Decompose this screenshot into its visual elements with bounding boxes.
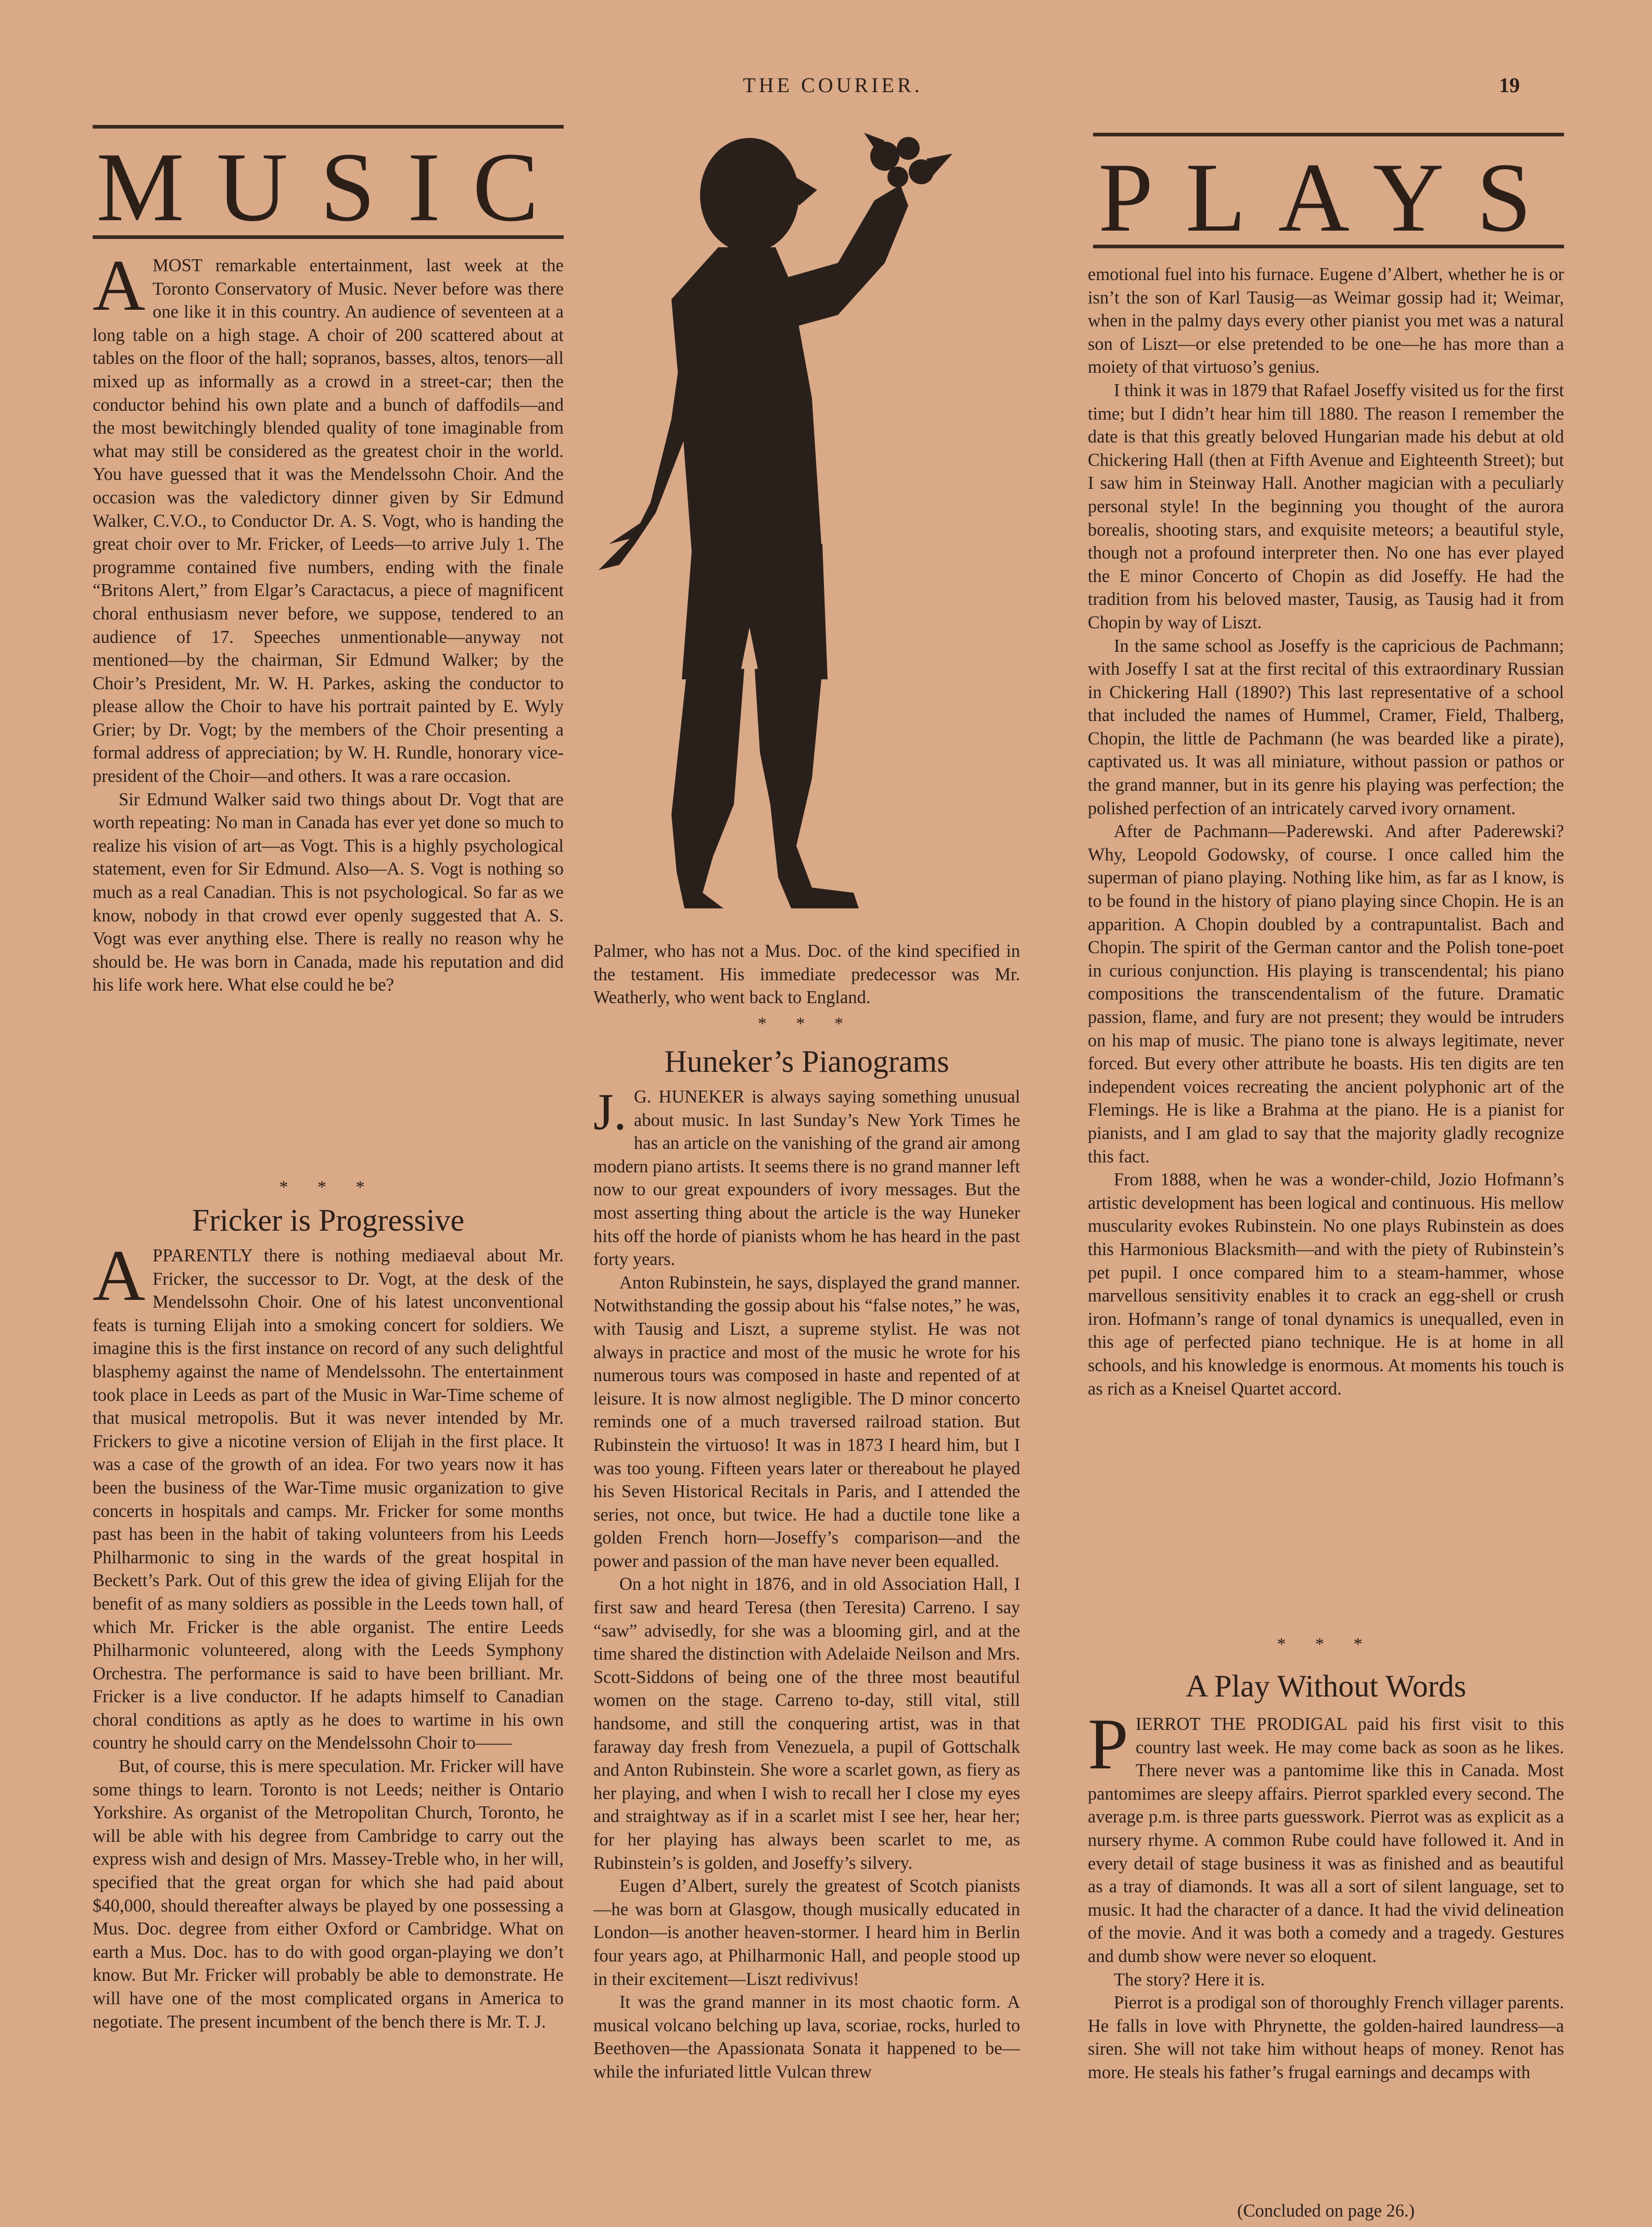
huneker-dropcap: J. [593,1085,627,1141]
plays-paragraph: emotional fuel into his furnace. Eugene d’Albert, whether he is or isn’t the son of Karl Tausig—as Weimar gossip had it; Weimar, when in the palmy days every other pianist you met was a natural son of Liszt—or else pretended to be one—he has more than a moiety of that virtuoso’s genius. [1088,264,1564,377]
fricker-paragraph: PPARENTLY there is nothing mediaeval about Mr. Fricker, the successor to Dr. Vogt, at the desk of the Mendelssohn Choir. One of his latest unconventional feats is turning Elijah into a smoking concert for soldiers. We imagine this is the first instance on record of any such delightful blasphemy against the name of Mendelssohn. The entertainment took place in Leeds as part of the Music in War-Time scheme of that musical metropolis. But it was never intended by Mr. Frickers to give a nicotine version of Elijah in the first place. It was a case of the growth of an idea. For two years now it has been the business of the War-Time music organization to give concerts in hospitals and camps. Mr. Fricker for some months past has been in the habit of taking volunteers from his Leeds Philharmonic to sing in the wards of the great hospital in Beckett’s Park. Out of this grew the idea of giving Elijah for the benefit of as many soldiers as possible in the Leeds town hall, of which Mr. Fricker is the able organist. The entire Leeds Philharmonic volunteered, along with the Leeds Symphony Orchestra. The performance is said to have been brilliant. Mr. Fricker is a live conductor. If he adapts himself to Canadian choral conditions as aptly as he does to wartime in his own country he should carry on the Mendelssohn Choir to—— [93,1246,564,1753]
plays-paragraph: I think it was in 1879 that Rafael Joseffy visited us for the first time; but I didn’t hear him till 1880. The reason I remember the date is that this greatly beloved Hungarian made his debut at old Chickering Hall (then at Fifth Avenue and Eighteenth Street); but I saw him in Steinway Hall. Another magician with a peculiarly personal style! In the beginning you thought of the aurora borealis, shooting stars, and exquisite meteors; a beautiful style, though not a profound interpreter then. No one has ever played the E minor Concerto of Chopin as did Joseffy. He had the tradition from his beloved master, Tausig, as Tausig had it from Chopin by way of Liszt. [1088,380,1564,632]
huneker-paragraph: Anton Rubinstein, he says, displayed the grand manner. Notwithstanding the gossip about his “false notes,” he was, with Tausig and Liszt, a supreme stylist. He was not always in practice and most of the music he wrote for his numerous tours was composed in haste and repented of at leisure. It is now almost negligible. The D minor concerto reminds one of a much traversed railroad station. But Rubinstein the virtuoso! It was in 1873 I heard him, but I was too young. Fifteen years later or thereabout he played his Seven Historical Recitals in Paris, and I attended the series, not once, but twice. He had a ductile tone like a golden French horn—Joseffy’s comparison—and the power and passion of the man have never been equalled. [593,1272,1020,1571]
huneker-paragraph: G. HUNEKER is always saying something unusual about music. In last Sunday’s New York Times he has an article on the vanishing of the grand air among modern piano artists. It seems there is no grand manner left now to our great expounders of ivory messages. But the most asserting thing about the article is the way Huneker hits off the horde of pianists whom he has heard in the past forty years. [593,1087,1020,1270]
fricker-heading: Fricker is Progressive [192,1203,465,1237]
fricker-paragraph: But, of course, this is mere speculation. Mr. Fricker will have some things to learn. Toronto is not Leeds; neither is Ontario Yorkshire. As organist of the Metropolitan Church, Toronto, he will be able with his degree from Cambridge to carry out the express wish and design of Mrs. Massey-Treble who, in her will, specified that the great organ for which she had paid about $40,000, should thereafter always be played by one possessing a Mus. Doc. degree from either Oxford or Cambridge. What on earth a Mus. Doc. has to do with good organ-playing we don’t know. But Mr. Fricker will probably be able to demonstrate. He will have one of the most complicated organs in America to negotiate. The present incumbent of the bench there is Mr. T. J. [93,1756,564,2032]
page-number: 19 [1499,73,1520,97]
plays-paragraph: From 1888, when he was a wonder-child, Jozio Hofmann’s artistic development has been logical and continuous. His mellow muscularity evokes Rubinstein. No one plays Rubinstein as does this Harmonious Blacksmith—and with the piety of Rubinstein’s pet pupil. I once compared him to a steam-hammer, whose marvellous sensitivity enables it to crack an egg-shell or crush iron. Hofmann’s range of tonal dynamics is unequalled, even in this age of perfected piano technique. He is at home in all schools, and his knowledge is enormous. At moments his touch is as rich as a Kneisel Quartet accord. [1088,1170,1564,1399]
huneker-paragraph: Eugen d’Albert, surely the greatest of Scotch pianists—he was born at Glasgow, though musically educated in London—is another heaven-stormer. I heard him in Berlin four years ago, at Philharmonic Hall, and people stood up in their excitement—Liszt redivivus! [593,1876,1020,1989]
silhouette-figure-with-flowers-icon [593,128,1020,940]
play-without-words-heading: A Play Without Words [1186,1669,1466,1703]
fricker-article [93,1244,564,2223]
fricker-continued [593,940,1020,1013]
music-heading-top-rule [93,125,564,129]
music-dropcap: A [93,254,146,326]
huneker-paragraph: It was the grand manner in its most chaotic form. A musical volcano belching up lava, scoriae, rocks, hurled to Beethoven—the Apassionata Sonata it happened to be—while the infuriated little Vulcan threw [593,1992,1020,2082]
plays-article [1088,263,1564,1627]
huneker-heading: Huneker’s Pianograms [664,1044,949,1079]
music-paragraph: Sir Edmund Walker said two things about Dr. Vogt that are worth repeating: No man in Canada has ever yet done so much to realize his vision of art—as Vogt. This is a highly psychological statement, even for Sir Edmund. Also—A. S. Vogt is nothing so much as a real Canadian. This is not psychological. So far as we know, nobody in that crowd ever openly suggested that A. S. Vogt was ever anything else. There is really no reason why he should be. He was born in Canada, made his reputation and did his life work here. What else could he be? [93,789,564,995]
plays-paragraph: After de Pachmann—Paderewski. And after Paderewski? Why, Leopold Godowsky, of course. I once called him the superman of piano playing. Nothing like him, as far as I know, is to be found in the history of piano playing since Chopin. He is an apparition. A Chopin doubled by a contrapuntalist. Bach and Chopin. The spirit of the German cantor and the Polish tone-poet in curious conjunction. His playing is transcendental; his piano compositions the transcendentalism of the future. Dramatic passion, flame, and fury are not present; they would be intruders on his map of music. The piano tone is always legitimate, never forced. But every other attribute he boasts. His ten digits are ten independent voices recreating the ancient polyphonic art of the Flemings. He is like a Brahma at the piano. He is a pianist for pianists, and I am glad to say that the majority gladly recognize this fact. [1088,821,1564,1167]
pierrot-paragraph: The story? Here it is. [1114,1969,1265,1990]
pierrot-dropcap: P [1088,1713,1128,1785]
separator-stars: * * * [1277,1635,1375,1654]
play-without-words-article [1088,1713,1564,2199]
separator-stars: * * * [279,1178,377,1197]
continued-note: (Concluded on page 26.) [1237,2201,1415,2221]
pierrot-paragraph: IERROT THE PRODIGAL paid his first visit to this country last week. He may come back as soon as he likes. There never was a pantomime like this in Canada. Most pantomimes are sleepy affairs. Pierrot sparkled every second. The average p.m. is three parts guesswork. Pierrot was as explicit as a nursery rhyme. A common Rube could have followed it. And in every detail of stage business it was as finished and as beautiful as a tray of diamonds. It was all a sort of silent language, set to music. It had the character of a dance. It had the vivid delineation of the movie. And it was both a comedy and a tragedy. Gestures and dumb show were never so eloquent. [1088,1714,1564,1966]
plays-heading-bottom-rule [1093,245,1564,248]
middle-paragraph: Palmer, who has not a Mus. Doc. of the kind specified in the testament. His immediate predecessor was Mr. Weatherly, who went back to England. [593,941,1020,1008]
plays-heading: PLAYS [1098,143,1564,252]
music-heading: MUSIC [96,133,571,242]
masthead-title: THE COURIER. [743,73,923,97]
huneker-article [593,1085,1020,2220]
music-paragraph: MOST remarkable entertainment, last week at the Toronto Conservatory of Music. Never before was there one like it in this country. An audience of seventeen at a long table on a high stage. A choir of 200 scattered about at tables on the floor of the hall; sopranos, basses, altos, tenors—all mixed up as informally as a crowd in a street-car; then the conductor behind his own plate and a bunch of daffodils—and the most bewitchingly blended quality of tone imaginable from what may still be considered as the greatest choir in the world. You have guessed that it was the Mendelssohn Choir. And the occasion was the valedictory dinner given by Sir Edmund Walker, C.V.O., to Conductor Dr. A. S. Vogt, who is handing the great choir over to Mr. Fricker, of Leeds—to arrive July 1. The programme contained five numbers, ending with the finale “Britons Alert,” from Elgar’s Caractacus, a piece of magnificent choral enthusiasm never before, we suppose, tendered to an audience of 17. Speeches unmentionable—anyway not mentioned—by the chairman, Sir Edmund Walker; by the Choir’s President, Mr. W. H. Parkes, asking the conductor to please allow the Choir to have his portrait painted by E. Wyly Grier; by Dr. Vogt; by the members of the Choir presenting a formal address of appreciation; by W. H. Rundle, honorary vice-president of the Choir—and others. It was a rare occasion. [93,256,564,787]
music-article [93,254,564,1191]
music-heading-bottom-rule [93,235,564,239]
plays-paragraph: In the same school as Joseffy is the capricious de Pachmann; with Joseffy I sat at the first recital of this extraordinary Russian in Chickering Hall (1890?) This last representative of a school that included the names of Hummel, Cramer, Field, Thalberg, Chopin, the little de Pachmann (he was bearded like a pirate), captivated us. It was all miniature, without passion or pathos or the grand manner, but in its genre his playing was perfection; the polished perfection of an intricately carved ivory ornament. [1088,636,1564,818]
plays-heading-top-rule [1093,133,1564,136]
separator-stars: * * * [758,1014,856,1033]
huneker-paragraph: On a hot night in 1876, and in old Association Hall, I first saw and heard Teresa (then Teresita) Carreno. I say “saw” advisedly, for she was a blooming girl, and at the time shared the distinction with Adelaide Neilson and Mrs. Scott-Siddons of being one of the three most beautiful women on the stage. Carreno to-day, still vital, still handsome, and still the conquering artist, was in that faraway day fresh from Venezuela, a pupil of Gottschalk and Anton Rubinstein. She wore a scarlet gown, as fiery as her playing, and when I wish to recall her I close my eyes and straightway as if in a scarlet mist I see her, hear her; for her playing has always been scarlet to me, as Rubinstein’s is golden, and Joseffy’s silvery. [593,1574,1020,1873]
fricker-dropcap: A [93,1244,146,1316]
pierrot-paragraph: Pierrot is a prodigal son of thoroughly French villager parents. He falls in love with Phrynette, the golden-haired laundress—a siren. She will not take him without heaps of money. Renot has more. He steals his father’s frugal earnings and decamps with [1088,1993,1564,2082]
